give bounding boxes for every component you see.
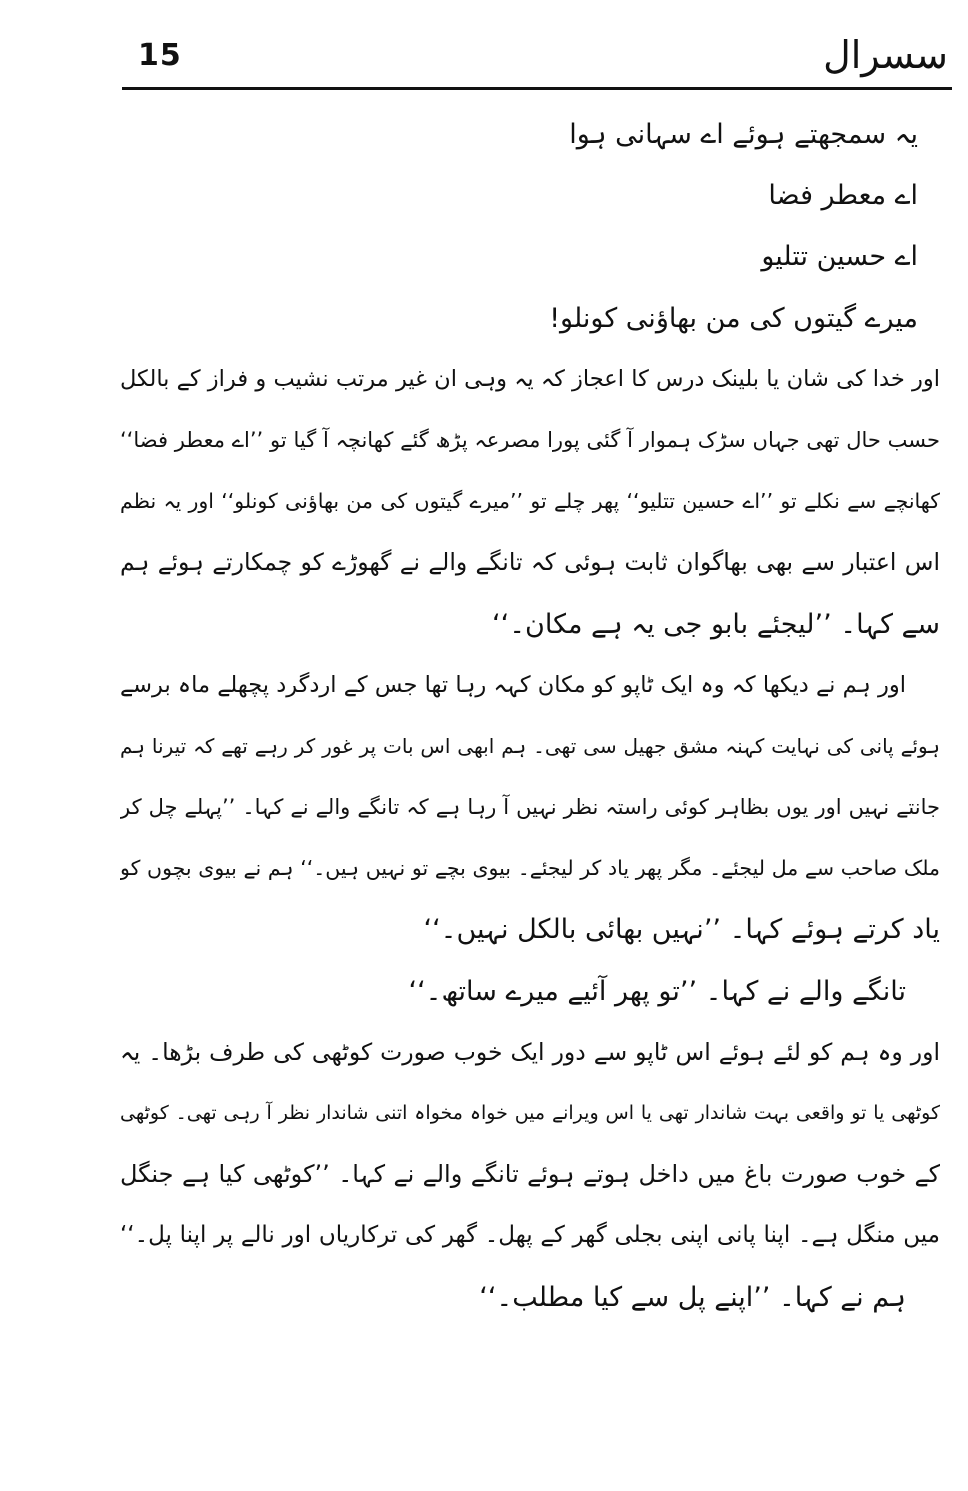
text-line: اس اعتبار سے بھی بھاگوان ثابت ہوئی کہ تانگے والے نے گھوڑے کو چمکارتے ہوئے ہم [120,548,940,577]
text-line: میں منگل ہے۔ اپنا پانی اپنی بجلی گھر کے پھل۔ گھر کی ترکاریاں اور نالے پر اپنا پل۔‘‘ [120,1222,940,1249]
page-header [122,30,948,88]
text-line: اور خدا کی شان یا بلینک درس کا اعجاز کہ یہ وہی ان غیر مرتب نشیب و فراز کے بالکل [120,365,940,392]
verse-line: اے معطر فضا [768,180,918,212]
text-line: اور ہم نے دیکھا کہ وہ ایک ٹاپو کو مکان کہہ رہا تھا جس کے اردگرد پچھلے ماہ برسے [120,671,906,698]
verse-line: میرے گیتوں کی من بھاؤنی کونلو! [549,302,918,334]
verse-line: یہ سمجھتے ہوئے اے سہانی ہوا [569,119,918,150]
text-line: کھانچے سے نکلے تو ’’اے حسین تتلیو‘‘ پھر چلے تو ’’میرے گیتوں کی من بھاؤنی کونلو‘‘ اور یہ نظم [120,489,940,514]
verse-line: اے حسین تتلیو [761,241,918,273]
text-line: ملک صاحب سے مل لیجئے۔ مگر پھر یاد کر لیجئے۔ بیوی بچے تو نہیں ہیں۔‘‘ ہم نے بیوی بچوں کو [120,856,940,881]
page-number: 15 [138,38,182,73]
text-line: اور وہ ہم کو لئے ہوئے اس ٹاپو سے دور ایک خوب صورت کوٹھی کی طرف بڑھا۔ یہ [120,1037,940,1066]
text-line: ہوئے پانی کی نہایت کہنہ مشق جھیل سی تھی۔ ہم ابھی اس بات پر غور کر رہے تھے کہ تیرنا ہم [120,733,940,758]
text-line: حسب حال تھی جہاں سڑک ہموار آ گئی پورا مصرعہ پڑھ گئے کھانچہ آ گیا تو ’’اے معطر فضا‘‘ [120,427,940,452]
text-line: کوٹھی یا تو واقعی بہت شاندار تھی یا اس ویرانے میں خواہ مخواہ اتنی شاندار نظر آ رہی تھی۔ کوٹھی [120,1102,940,1124]
text-line: ہم نے کہا۔ ’’اپنے پل سے کیا مطلب۔‘‘ [479,1281,906,1313]
running-title: سسرال [823,33,948,77]
header-rule [122,87,952,90]
text-line: سے کہا۔ ’’لیجئے بابو جی یہ ہے مکان۔‘‘ [492,608,940,640]
text-line: یاد کرتے ہوئے کہا۔ ’’نہیں بھائی بالکل نہیں۔‘‘ [423,914,940,946]
text-line: تانگے والے نے کہا۔ ’’تو پھر آئیے میرے ساتھ۔‘‘ [408,975,906,1007]
text-line: کے خوب صورت باغ میں داخل ہوتے ہوئے تانگے والے نے کہا۔ ’’کوٹھی کیا ہے جنگل [120,1160,940,1189]
text-line: جانتے نہیں اور یوں بظاہر کوئی راستہ نظر نہیں آ رہا ہے کہ تانگے والے نے کہا۔ ’’پہلے چل کر [120,795,940,820]
page-body [120,104,940,1328]
